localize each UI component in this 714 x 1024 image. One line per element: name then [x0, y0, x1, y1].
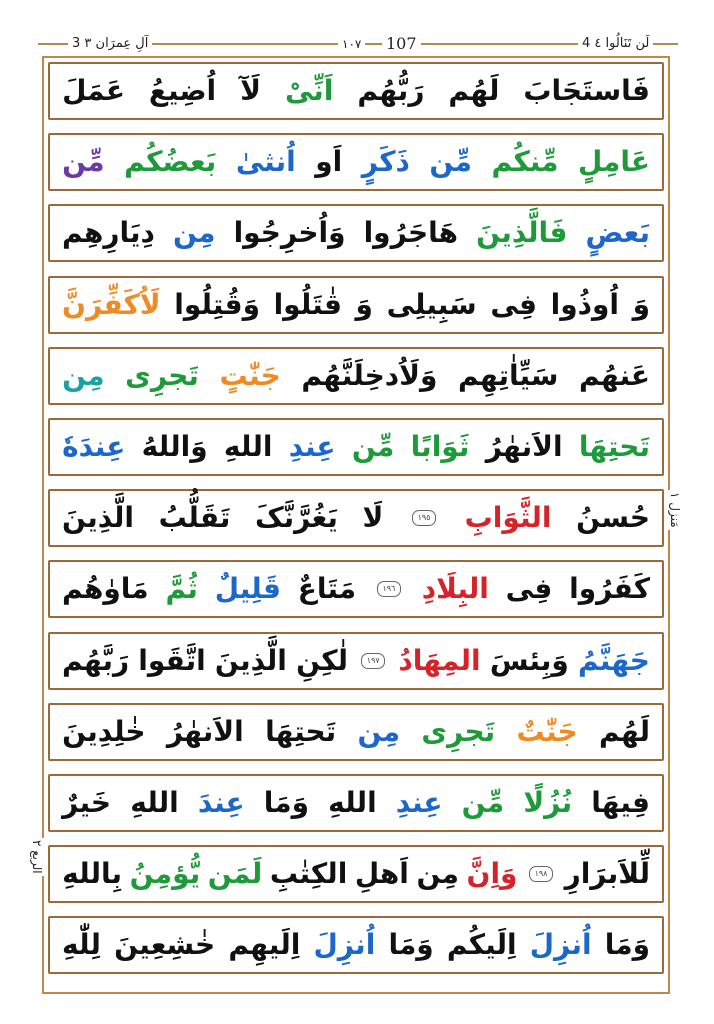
verse-word: خٰلِدِینَ [62, 714, 146, 748]
verse-word: عِندِ [288, 430, 336, 463]
verse-word: رَبَّهُم [62, 643, 130, 677]
verse-line [48, 916, 664, 974]
verse-word: دِیَارِهِم [62, 216, 155, 250]
ruku-label: الربع ٢ [30, 840, 44, 874]
verse-word: وَ [355, 287, 373, 321]
verse-word: فِی [490, 287, 537, 321]
verse-word: الَّذِینَ [62, 501, 134, 535]
verse-word: اُنزِلَ [313, 928, 376, 962]
verse-word: بَعضٍ [585, 216, 650, 250]
verse-word: عِندَ [197, 786, 245, 819]
verse-word: وَقُتِلُوا [174, 287, 260, 321]
verse-word: اُوذُوا [550, 287, 619, 321]
verse-word: کَفَرُوا [569, 572, 650, 606]
verse-word: مِن [357, 714, 401, 748]
verse-word: لَآ [240, 74, 261, 107]
verse-word: اِلَیهِم [228, 928, 301, 962]
ayah-number-marker: ١٩٨ [529, 866, 553, 882]
verse-word: مِّن [62, 145, 105, 179]
page-header [38, 34, 678, 54]
verse-word: قَلِیلٌ [214, 572, 281, 606]
ayah-number-marker: ١٩٥ [412, 510, 436, 526]
verse-word: ثَوَابًا [410, 430, 470, 463]
verse-word: سَبِیلِی [386, 287, 477, 321]
verse-word: وَ [632, 287, 650, 321]
verse-word: تَقَلُّبُ [158, 501, 231, 535]
verse-word: الاَنهٰرُ [485, 430, 563, 463]
verse-word: وَبِئسَ [489, 643, 569, 677]
verse-word: المِهَادُ [398, 643, 481, 677]
verse-word: تَحتِهَا [265, 714, 337, 748]
verse-line [48, 204, 664, 262]
manzil-label: مَنزل ١ [668, 492, 682, 528]
verse-word: نُزُلًا [523, 786, 573, 819]
verse-word: وَاُخرِجُوا [233, 216, 346, 250]
verse-word: لَهُم [448, 74, 500, 107]
verse-line [48, 632, 664, 690]
verse-word: لِّلاَبرَارِ [564, 857, 650, 891]
verse-word: اَنِّیْ [284, 74, 334, 107]
verse-word: البِلَادِ [421, 572, 489, 606]
page-number-arabic: ١٠٧ [338, 34, 365, 54]
verse-word: جَهَنَّمُ [577, 643, 650, 677]
verse-word: یُّؤمِنُ [129, 857, 201, 891]
verse-word: مَتَاعٌ [297, 572, 357, 606]
verse-line [48, 560, 664, 618]
verse-word: مِن [62, 358, 105, 392]
verse-word: فِیهَا [591, 786, 650, 819]
verse-word: عَنهُم [579, 358, 650, 392]
verse-word: اَهلِ [354, 857, 409, 891]
verse-word: بَعضُکُم [124, 145, 217, 179]
verse-word: وَاِنَّ [466, 857, 518, 891]
verse-word: تَحتِهَا [578, 430, 650, 463]
verse-word: فَالَّذِینَ [476, 216, 568, 250]
verse-word: اتَّقَوا [138, 643, 206, 677]
verse-word: سَیِّاٰتِهِم [458, 358, 559, 392]
verse-line [48, 845, 664, 903]
verse-word: عِندِ [395, 786, 443, 819]
verse-line [48, 133, 664, 191]
verse-word: مِّنکُم [491, 145, 559, 179]
verse-word: مِن [416, 857, 459, 891]
verse-line [48, 774, 664, 832]
verse-line [48, 489, 664, 547]
verse-word: لِلّٰهِ [62, 928, 101, 962]
verse-word: مِّن [461, 786, 505, 819]
verse-line [48, 418, 664, 476]
verse-word: لَا [362, 501, 384, 535]
verse-word: هَاجَرُوا [363, 216, 459, 250]
verse-word: جَنّٰتٌ [516, 714, 578, 748]
verse-word: اِلَیکُم [446, 928, 517, 962]
verse-word: لَهُم [599, 714, 650, 748]
verse-line [48, 276, 664, 334]
verse-word: الَّذِینَ [214, 643, 287, 677]
ayah-number-marker: ١٩٧ [361, 653, 385, 669]
juz-label: 4 لَن تَنَالُوا ٤ [578, 34, 653, 54]
verse-word: وَاللهُ [141, 430, 208, 463]
verse-word: حُسنُ [576, 501, 650, 535]
verse-word: اَو [315, 145, 343, 179]
quran-page [42, 56, 670, 994]
verse-word: عِندَهٗ [62, 430, 126, 463]
verse-word: مِّن [351, 430, 395, 463]
verse-word: بِاللهِ [62, 857, 123, 891]
verse-word: تَجرِی [125, 358, 199, 392]
verse-word: اللهِ [328, 786, 377, 819]
verse-word: رَبُّهُم [357, 74, 425, 107]
verse-word: وَمَا [388, 928, 434, 962]
verse-word: ثُمَّ [165, 572, 198, 606]
verse-word: عَمَلَ [62, 74, 125, 107]
verse-word: لَاُکَفِّرَنَّ [62, 287, 161, 321]
verse-word: الثَّوَابِ [464, 501, 552, 535]
verse-word: الاَنهٰرُ [166, 714, 244, 748]
verse-word: ذَکَرٍ [361, 145, 410, 179]
verse-word: اُنثیٰ [235, 145, 296, 179]
verse-word: خَیرٌ [62, 786, 112, 819]
verse-word: جَنّٰتٍ [219, 358, 281, 392]
verse-line [48, 347, 664, 405]
verse-word: وَمَا [604, 928, 650, 962]
verse-word: لَمَن [207, 857, 263, 891]
verse-line [48, 703, 664, 761]
verse-word: مِن [172, 216, 216, 250]
verse-word: خٰشِعِینَ [114, 928, 216, 962]
verse-word: لٰکِنِ [296, 643, 349, 677]
verse-word: قٰتَلُوا [273, 287, 342, 321]
verse-word: فَاستَجَابَ [523, 74, 650, 107]
verse-word: الکِتٰبِ [269, 857, 348, 891]
verse-line [48, 62, 664, 120]
verse-word: اُضِیعُ [148, 74, 217, 107]
verse-word: اُنزِلَ [529, 928, 592, 962]
ayah-number-marker: ١٩٦ [377, 581, 401, 597]
verse-word: تَجرِی [421, 714, 496, 748]
verse-word: یَغُرَّنَّکَ [255, 501, 338, 535]
verse-word: عَامِلٍ [578, 145, 650, 179]
verse-word: اللهِ [223, 430, 273, 463]
verse-word: وَمَا [263, 786, 310, 819]
verse-word: فِی [505, 572, 553, 606]
verse-word: مَاوٰهُم [62, 572, 149, 606]
verse-word: مِّن [429, 145, 472, 179]
verse-word: وَلَاُدخِلَنَّهُم [301, 358, 438, 392]
verse-word: اللهِ [130, 786, 179, 819]
page-number: 107 [382, 34, 421, 54]
surah-label: 3 آلِ عِمرَان ٣ [68, 34, 152, 54]
